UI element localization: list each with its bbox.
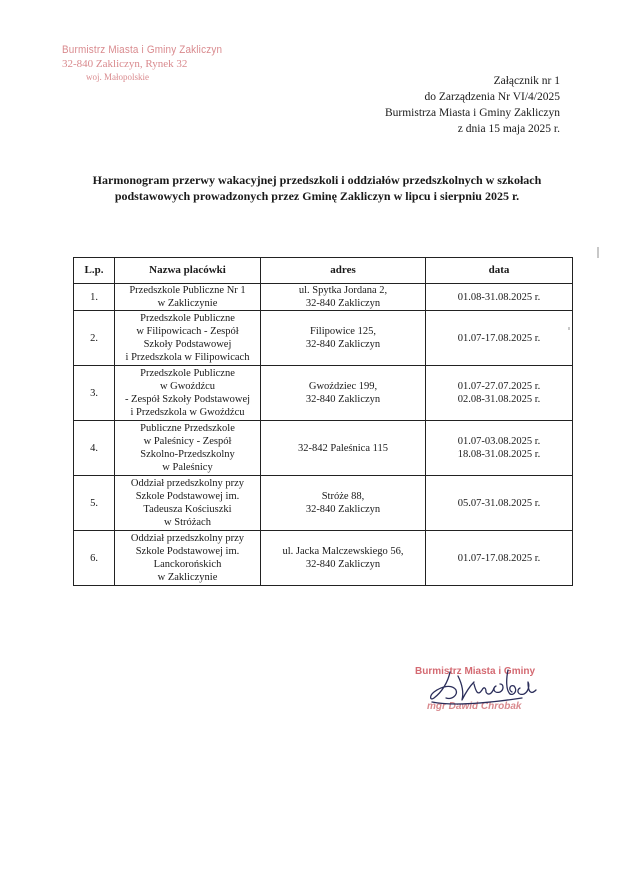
handwritten-signature [412,662,572,722]
signature-stamp-title: Burmistrz Miasta i Gminy [415,666,536,677]
title-line-1: Harmonogram przerwy wakacyjnej przedszkoli i oddziałów przedszkolnych w szkołach [92,173,542,187]
annex-issuer: Burmistrza Miasta i Gminy Zakliczyn [384,107,560,119]
cell-lp: 5. [74,476,115,531]
annex-date: z dnia 15 maja 2025 r. [457,123,560,135]
title-line-2: podstawowych prowadzonych przez Gminę Zakliczyn w lipcu i sierpniu 2025 r. [114,189,520,203]
table-header-row [74,258,573,284]
cell-name: Przedszkole Publiczne Nr 1 w Zakliczynie [115,284,261,311]
cell-lp: 2. [74,311,115,366]
annex-number: Załącznik nr 1 [493,75,560,87]
cell-name: Oddział przedszkolny przy Szkole Podstawowej im. Tadeusza Kościuszki w Stróżach [115,476,261,531]
cell-address: Stróże 88, 32-840 Zakliczyn [261,476,426,531]
annex-ordinance: do Zarządzenia Nr VI/4/2025 [424,91,560,103]
cell-date: 01.07-17.08.2025 r. [426,531,573,586]
cell-lp: 6. [74,531,115,586]
cell-name: Przedszkole Publiczne w Filipowicach - Zespół Szkoły Podstawowej i Przedszkola w Filipowicach [115,311,261,366]
office-stamp [62,44,240,83]
table-row [74,476,573,531]
cell-date: 05.07-31.08.2025 r. [426,476,573,531]
cell-name: Przedszkole Publiczne w Gwoźdźcu - Zespół Szkoły Podstawowej i Przedszkola w Gwoźdźcu [115,366,261,421]
cell-name: Publiczne Przedszkole w Paleśnicy - Zespół Szkolno-Przedszkolny w Paleśnicy [115,421,261,476]
stamp-line-region: woj. Małopolskie [86,71,149,82]
cell-name: Oddział przedszkolny przy Szkole Podstawowej im. Lanckorońskich w Zakliczynie [115,531,261,586]
header-address: adres [261,258,426,284]
header-name: Nazwa placówki [115,258,261,284]
cell-address: ul. Spytka Jordana 2, 32-840 Zakliczyn [261,284,426,311]
cell-lp: 1. [74,284,115,311]
annex-header [385,73,560,137]
document-title [70,172,564,204]
stamp-line-office: Burmistrz Miasta i Gminy Zakliczyn [62,44,223,56]
cell-date: 01.07-17.08.2025 r. [426,311,573,366]
stamp-line-address: 32-840 Zakliczyn, Rynek 32 [62,57,188,70]
table-row [74,531,573,586]
cell-date: 01.07-03.08.2025 r. 18.08-31.08.2025 r. [426,421,573,476]
schedule-table [73,257,573,586]
signature-stamp-name: mgr Dawid Chrobak [427,701,522,712]
cell-address: ul. Jacka Malczewskiego 56, 32-840 Zakliczyn [261,531,426,586]
table-row [74,284,573,311]
scan-mark [597,247,599,258]
cell-address: 32-842 Paleśnica 115 [261,421,426,476]
signature-block [412,662,572,722]
cell-lp: 4. [74,421,115,476]
table-row [74,311,573,366]
cell-address: Gwoździec 199, 32-840 Zakliczyn [261,366,426,421]
table-row [74,366,573,421]
cell-date: 01.08-31.08.2025 r. [426,284,573,311]
cell-lp: 3. [74,366,115,421]
header-lp: L.p. [74,258,115,284]
cell-date: 01.07-27.07.2025 r. 02.08-31.08.2025 r. [426,366,573,421]
header-date: data [426,258,573,284]
cell-address: Filipowice 125, 32-840 Zakliczyn [261,311,426,366]
table-row [74,421,573,476]
